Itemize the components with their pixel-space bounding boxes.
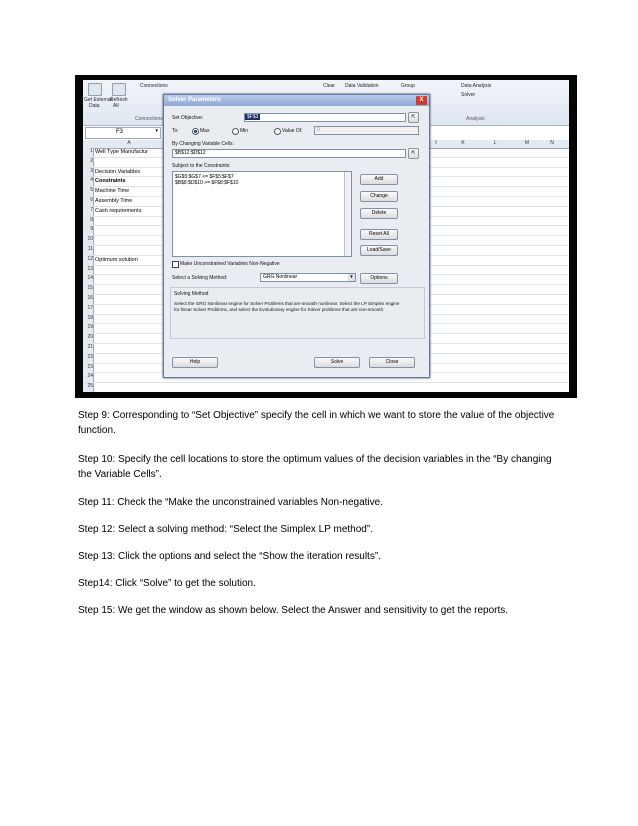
select-method-label: Select a Solving Method: bbox=[172, 275, 228, 281]
delete-button[interactable]: Delete bbox=[360, 208, 398, 219]
solve-button[interactable]: Solve bbox=[314, 357, 360, 368]
row-number[interactable]: 21 bbox=[83, 344, 94, 353]
connections-button[interactable]: Connections bbox=[140, 83, 168, 89]
name-box-value: F3 bbox=[116, 129, 124, 135]
row-number[interactable]: 4 bbox=[83, 177, 94, 186]
column-header-k[interactable]: K bbox=[461, 140, 465, 146]
reset-all-button[interactable]: Reset All bbox=[360, 229, 398, 240]
step-15: Step 15: We get the window as shown below. Select the Answer and sensitivity to get the reports. bbox=[78, 605, 509, 616]
row-number[interactable]: 10 bbox=[83, 236, 94, 245]
column-header-i[interactable]: I bbox=[435, 140, 437, 146]
row-number[interactable]: 2 bbox=[83, 158, 94, 167]
row-number[interactable]: 3 bbox=[83, 168, 94, 177]
row-number[interactable]: 24 bbox=[83, 373, 94, 382]
row-number[interactable]: 17 bbox=[83, 305, 94, 314]
solver-parameters-dialog bbox=[163, 94, 430, 378]
data-analysis-button[interactable]: Data Analysis bbox=[461, 83, 492, 89]
refresh-all-label: All bbox=[113, 103, 119, 109]
options-button[interactable]: Options bbox=[360, 273, 398, 284]
chevron-down-icon: ▾ bbox=[348, 274, 355, 281]
excel-screenshot bbox=[75, 75, 577, 398]
cell-a[interactable]: Machine Time bbox=[95, 188, 130, 195]
constraints-list[interactable] bbox=[172, 171, 352, 257]
row-number[interactable]: 11 bbox=[83, 246, 94, 255]
name-box[interactable] bbox=[85, 127, 161, 139]
solving-method-title: Solving Method bbox=[174, 291, 209, 297]
constraint-item[interactable]: $G$5:$G$7 <= $F$5:$F$7 bbox=[175, 174, 234, 180]
cell-a[interactable]: Decision Variables bbox=[95, 168, 141, 175]
excel-window bbox=[83, 80, 569, 392]
change-button[interactable]: Change bbox=[360, 191, 398, 202]
analysis-group-label: Analysis bbox=[466, 116, 485, 122]
refresh-label: Refresh bbox=[110, 97, 128, 103]
make-nonneg-checkbox[interactable] bbox=[172, 261, 179, 268]
changing-cells-value: $B$12:$D$12 bbox=[175, 150, 206, 156]
set-objective-picker-icon[interactable]: ⇱ bbox=[408, 112, 419, 123]
row-number[interactable]: 16 bbox=[83, 295, 94, 304]
row-number[interactable]: 19 bbox=[83, 324, 94, 333]
row-number[interactable]: 23 bbox=[83, 364, 94, 373]
set-objective-field[interactable] bbox=[244, 113, 406, 122]
data-validation-button[interactable]: Data Validation bbox=[345, 83, 379, 89]
close-icon[interactable]: X bbox=[416, 96, 427, 105]
row-number[interactable]: 6 bbox=[83, 197, 94, 206]
get-external-label: Get External bbox=[84, 97, 112, 103]
connections-group-label: Connections bbox=[135, 116, 163, 122]
value-of-label: Value Of: bbox=[282, 128, 303, 134]
column-header-l[interactable]: L bbox=[493, 140, 497, 146]
cell-a[interactable]: Optimum solution bbox=[95, 256, 138, 263]
clear-button[interactable]: Clear bbox=[323, 83, 335, 89]
value-of-value: 0 bbox=[317, 127, 320, 133]
row-number[interactable]: 25 bbox=[83, 383, 94, 392]
column-header-n[interactable]: N bbox=[550, 140, 554, 146]
solving-method-select[interactable] bbox=[260, 273, 356, 282]
max-label: Max bbox=[200, 128, 210, 134]
changing-cells-field[interactable] bbox=[172, 149, 406, 158]
cell-a[interactable]: Assembly Time bbox=[95, 197, 133, 204]
help-button[interactable]: Help bbox=[172, 357, 218, 368]
step-10: Step 10: Specify the cell locations to store the optimum values of the decision variables in the “By changing the Variable Cells”. bbox=[78, 454, 552, 480]
constraints-label: Subject to the Constraints: bbox=[172, 163, 231, 169]
column-header-a[interactable]: A bbox=[127, 140, 131, 146]
load-save-button[interactable]: Load/Save bbox=[360, 245, 398, 256]
row-number[interactable]: 12 bbox=[83, 256, 94, 265]
refresh-icon[interactable] bbox=[112, 83, 126, 96]
changing-cells-label: By Changing Variable Cells: bbox=[172, 141, 234, 147]
solver-button[interactable]: Solver bbox=[461, 92, 476, 98]
solving-method-group bbox=[170, 287, 425, 339]
max-radio[interactable] bbox=[192, 128, 199, 135]
step-12: Step 12: Select a solving method: “Select the Simplex LP method”. bbox=[78, 524, 373, 535]
to-label: To: bbox=[172, 128, 179, 134]
dialog-title-bar bbox=[164, 95, 429, 106]
row-number[interactable]: 15 bbox=[83, 285, 94, 294]
row-number[interactable]: 1 bbox=[83, 148, 94, 157]
value-of-field[interactable] bbox=[314, 126, 419, 135]
step-11: Step 11: Check the “Make the unconstrained variables Non-negative. bbox=[78, 497, 383, 508]
chevron-down-icon: ▾ bbox=[155, 128, 158, 134]
value-of-radio[interactable] bbox=[274, 128, 281, 135]
row-number[interactable]: 9 bbox=[83, 226, 94, 235]
solving-method-value: GRG Nonlinear bbox=[263, 274, 298, 280]
solving-method-text: Select the GRG Nonlinear engine for Solver Problems that are smooth nonlinear. Select the LP Simplex engine for linear Solver Problems, and select the Evolutionary engine for Solver problems that are non-smooth. bbox=[174, 301, 400, 312]
data-label: Data bbox=[89, 103, 100, 109]
table-row[interactable] bbox=[83, 383, 569, 392]
step-14: Step14: Click “Solve” to get the solution. bbox=[78, 578, 256, 589]
row-number[interactable]: 14 bbox=[83, 275, 94, 284]
set-objective-value: $F$3 bbox=[247, 114, 259, 120]
make-nonneg-label: Make Unconstrained Variables Non-Negative bbox=[180, 261, 280, 267]
row-number[interactable]: 22 bbox=[83, 354, 94, 363]
min-label: Min bbox=[240, 128, 249, 134]
add-button[interactable]: Add bbox=[360, 174, 398, 185]
dialog-title: Solver Parameters bbox=[168, 97, 221, 103]
column-header-m[interactable]: M bbox=[524, 140, 530, 146]
changing-cells-picker-icon[interactable]: ⇱ bbox=[408, 148, 419, 159]
min-radio[interactable] bbox=[232, 128, 239, 135]
row-number[interactable]: 5 bbox=[83, 187, 94, 196]
step-13: Step 13: Click the options and select the “Show the iteration results”. bbox=[78, 551, 381, 562]
row-number[interactable]: 7 bbox=[83, 207, 94, 216]
row-number[interactable]: 8 bbox=[83, 217, 94, 226]
group-button[interactable]: Group bbox=[401, 83, 415, 89]
step-9: Step 9: Corresponding to “Set Objective” specify the cell in which we want to store the value of the objective function. bbox=[78, 410, 555, 436]
close-button[interactable]: Close bbox=[369, 357, 415, 368]
cell-a[interactable]: Cash requirements bbox=[95, 207, 142, 214]
row-number[interactable]: 20 bbox=[83, 334, 94, 343]
row-number[interactable]: 13 bbox=[83, 266, 94, 275]
constraints-scrollbar[interactable] bbox=[344, 172, 351, 256]
set-objective-label: Set Objective: bbox=[172, 115, 204, 121]
cell-a[interactable]: Well Type Manufactur bbox=[95, 149, 148, 155]
cell-a[interactable]: Constraints bbox=[95, 178, 126, 185]
constraint-item[interactable]: $B$8:$D$10 >= $F$8:$F$10 bbox=[175, 180, 239, 186]
get-external-data-icon[interactable] bbox=[88, 83, 102, 96]
row-number[interactable]: 18 bbox=[83, 315, 94, 324]
